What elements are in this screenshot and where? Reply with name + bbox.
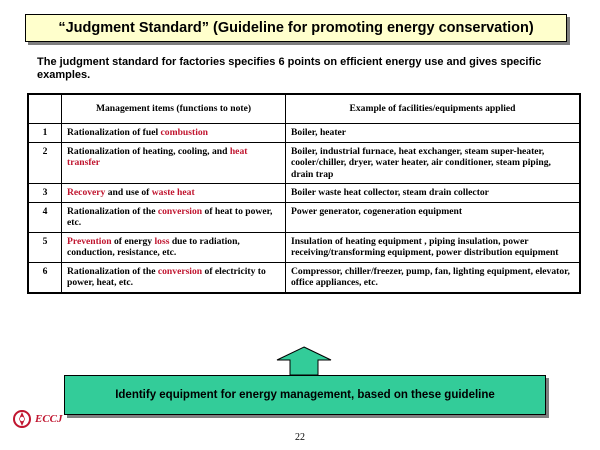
row-number: 5	[28, 232, 62, 262]
table-row	[28, 184, 580, 203]
item-text: and use of	[105, 187, 152, 198]
row-number: 3	[28, 184, 62, 203]
table-row	[28, 142, 580, 184]
highlight-term: waste heat	[151, 187, 195, 198]
example-equipment: Boiler, industrial furnace, heat exchanger, steam super-heater, cooler/chiller, dryer, water heater, air conditioner, steam piping, drain trap	[286, 142, 581, 184]
item-text: Rationalization of the	[67, 265, 158, 277]
page-number: 22	[295, 432, 305, 443]
item-text: of electricity to power, heat, etc.	[67, 265, 266, 288]
table-row	[28, 232, 580, 262]
item-text: due to radiation, conduction, resistance, etc.	[67, 235, 240, 258]
example-equipment: Power generator, cogeneration equipment	[286, 202, 581, 232]
example-equipment: Boiler, heater	[286, 124, 581, 143]
logo-text: ECCJ	[35, 413, 63, 425]
header-number	[28, 94, 62, 124]
header-management-items: Management items (functions to note)	[62, 94, 286, 124]
up-arrow-icon	[276, 346, 332, 376]
management-item	[62, 232, 286, 262]
table-row	[28, 262, 580, 293]
management-item	[62, 142, 286, 184]
table-row	[28, 202, 580, 232]
item-text: Rationalization of the	[67, 205, 158, 217]
slide-title-text: “Judgment Standard” (Guideline for promoting energy conservation)	[58, 20, 534, 36]
slide-title	[25, 14, 567, 42]
item-text: Rationalization of fuel	[67, 127, 161, 138]
eccj-logo	[12, 409, 63, 429]
item-text: Rationalization of heating, cooling, and	[67, 145, 230, 157]
judgment-standard-table	[27, 93, 581, 294]
header-examples: Example of facilities/equipments applied	[286, 94, 581, 124]
management-item	[62, 184, 286, 203]
row-number: 6	[28, 262, 62, 293]
example-equipment: Insulation of heating equipment , piping insulation, power receiving/transforming equipment, power distribution equipment	[286, 232, 581, 262]
row-number: 1	[28, 124, 62, 143]
management-item	[62, 124, 286, 143]
highlight-term: conversion	[157, 205, 203, 217]
callout-box	[64, 375, 546, 415]
row-number: 4	[28, 202, 62, 232]
highlight-term: Prevention	[67, 235, 112, 247]
management-item	[62, 262, 286, 293]
row-number: 2	[28, 142, 62, 184]
table-header-row	[28, 94, 580, 124]
highlight-term: heat transfer	[67, 145, 248, 168]
item-text: of heat to power, etc.	[67, 205, 273, 228]
table-row	[28, 124, 580, 143]
example-equipment: Boiler waste heat collector, steam drain collector	[286, 184, 581, 203]
eccj-emblem-icon	[12, 409, 32, 429]
highlight-term: combustion	[160, 127, 208, 138]
highlight-term: conversion	[157, 265, 203, 277]
callout-text: Identify equipment for energy management, based on these guideline	[115, 389, 495, 401]
intro-text: The judgment standard for factories specifies 6 points on efficient energy use and gives specific examples.	[37, 56, 542, 81]
example-equipment: Compressor, chiller/freezer, pump, fan, lighting equipment, elevator, office appliances, etc.	[286, 262, 581, 293]
item-text: of energy	[111, 235, 155, 247]
management-item	[62, 202, 286, 232]
highlight-term: Recovery	[67, 187, 106, 198]
highlight-term: loss	[154, 235, 170, 247]
